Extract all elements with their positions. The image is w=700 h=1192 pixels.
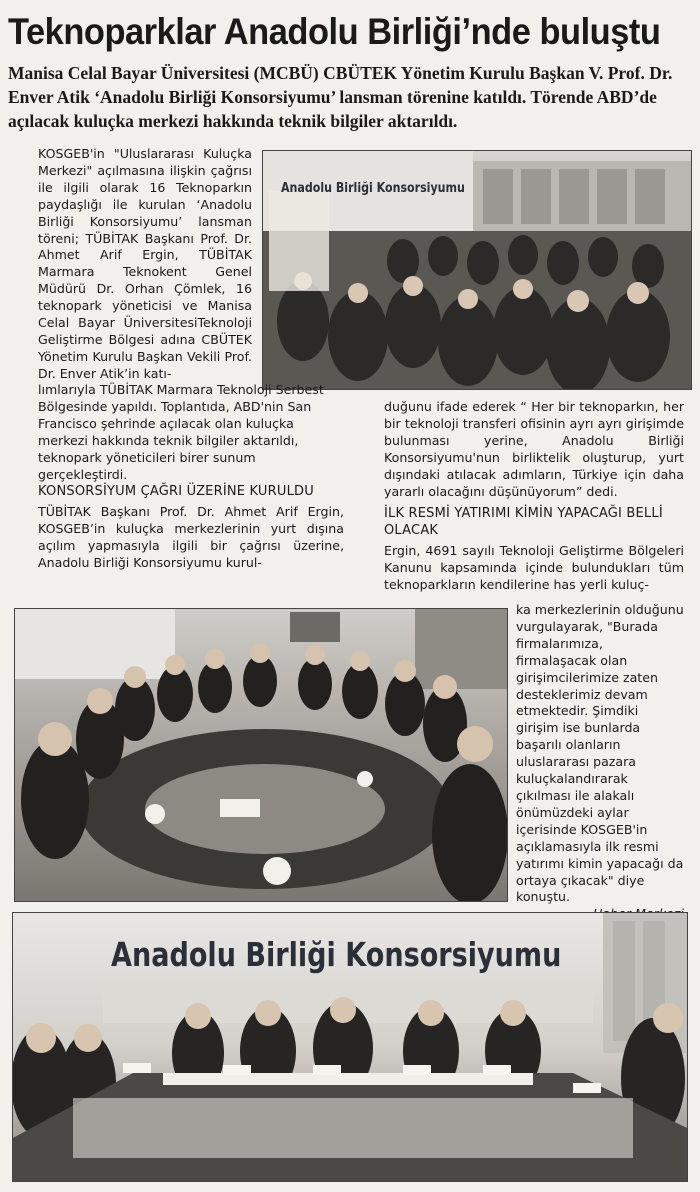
column-left-top <box>38 146 252 383</box>
paragraph-4-end: ka merkezlerinin olduğunu vurgulayarak, "Burada firmalarımıza, firmalaşacak olan girişimcilerimize zaten desteklerimiz devam etmektedir. Şimdiki girişim ise bunlarda başarılı olanların uluslararası pazara kuluçkalandırarak çıkılması ile alakalı önümüzdeki aylar içerisinde KOSGEB'in açıklamasıyla ilk resmi yatırımı kimin yapacağı da ortaya çıkacak" diye konuştu. <box>516 602 684 905</box>
photo-launch-ceremony <box>262 150 692 390</box>
paragraph-1-end: lımlarıyla TÜBİTAK Marmara Teknoloji Serbest Bölgesinde yapıldı. Toplantıda, ABD'nin San Francisco şehrinde açılacak olan kuluçka merkezi hakkında teknik bilgiler aktarıldı, teknopark yöneticileri birer sunum gerçekleştirdi. <box>38 382 324 482</box>
column-right-top <box>384 399 684 594</box>
paragraph-3: duğunu ifade ederek “ Her bir teknoparkın, her bir teknoloji transferi ofisinin ayrı ayrı girişimde bulunması yerine, Anadolu Birliği Konsorsiyumu'nun birliktelik oluşturup, yurt dışındaki atılacak adımların, Türkiye için daha yararlı olacağını düşünüyorum” dedi. <box>384 399 684 499</box>
photo-panel-table <box>12 912 688 1182</box>
paragraph-4-start: Ergin, 4691 sayılı Teknoloji Geliştirme Bölgeleri Kanunu kapsamında içinde bulundukları tüm teknoparkların kendilerine has yerli kuluç- <box>384 543 684 593</box>
column-right-bottom <box>516 602 684 923</box>
headline: Teknoparklar Anadolu Birliği’nde buluştu <box>8 11 661 52</box>
photo-3-banner-text: Anadolu Birliği Konsorsiyumu <box>111 935 562 974</box>
subheading-konsorsiyum: KONSORSİYUM ÇAĞRI ÜZERİNE KURULDU <box>38 484 314 500</box>
column-left-bottom <box>38 382 344 572</box>
photo-1-banner-text: Anadolu Birliği Konsorsiyumu <box>281 181 465 196</box>
subheading-ilk-resmi-yatirim: İLK RESMİ YATIRIMI KİMİN YAPACAĞI BELLİ OLACAK <box>384 506 663 538</box>
photo-roundtable-meeting <box>14 608 508 902</box>
paragraph-2: TÜBİTAK Başkanı Prof. Dr. Ahmet Arif Ergin, KOSGEB’in kuluçka merkezlerinin yurt dışına açılım yapmasıyla ilgili bir çağrısı üzerine, Anadolu Birliği Konsorsiyumu kurul- <box>38 503 344 570</box>
paragraph-1-start: KOSGEB'in "Uluslararası Kuluçka Merkezi" açılmasına ilişkin çağrısı ile ilgili olarak 16 Teknoparkın paydaşlığı ile kurulan ‘Anadolu Birliği Konsorsiyumu’ lansman töreni; TÜBİTAK Başkanı Prof. Dr. Ahmet Arif Ergin, TÜBİTAK Marmara Teknokent Genel Müdürü Dr. Orhan Çömlek, 16 teknopark yöneticisi ve Manisa Celal Bayar ÜniversitesiTeknoloji Geliştirme Bölgesi adına CBÜTEK Yönetim Kurulu Başkan Vekili Prof. Dr. Enver Atik’in katı- <box>38 146 252 381</box>
photo-roundtable-meeting-image <box>15 609 507 901</box>
deck: Manisa Celal Bayar Üniversitesi (MCBÜ) CBÜTEK Yönetim Kurulu Başkan V. Prof. Dr. Enver Atik ‘Anadolu Birliği Konsorsiyumu’ lansman törenine katıldı. Törende ABD’de açılacak kuluçka merkezi hakkında teknik bilgiler aktarıldı. <box>8 63 673 131</box>
